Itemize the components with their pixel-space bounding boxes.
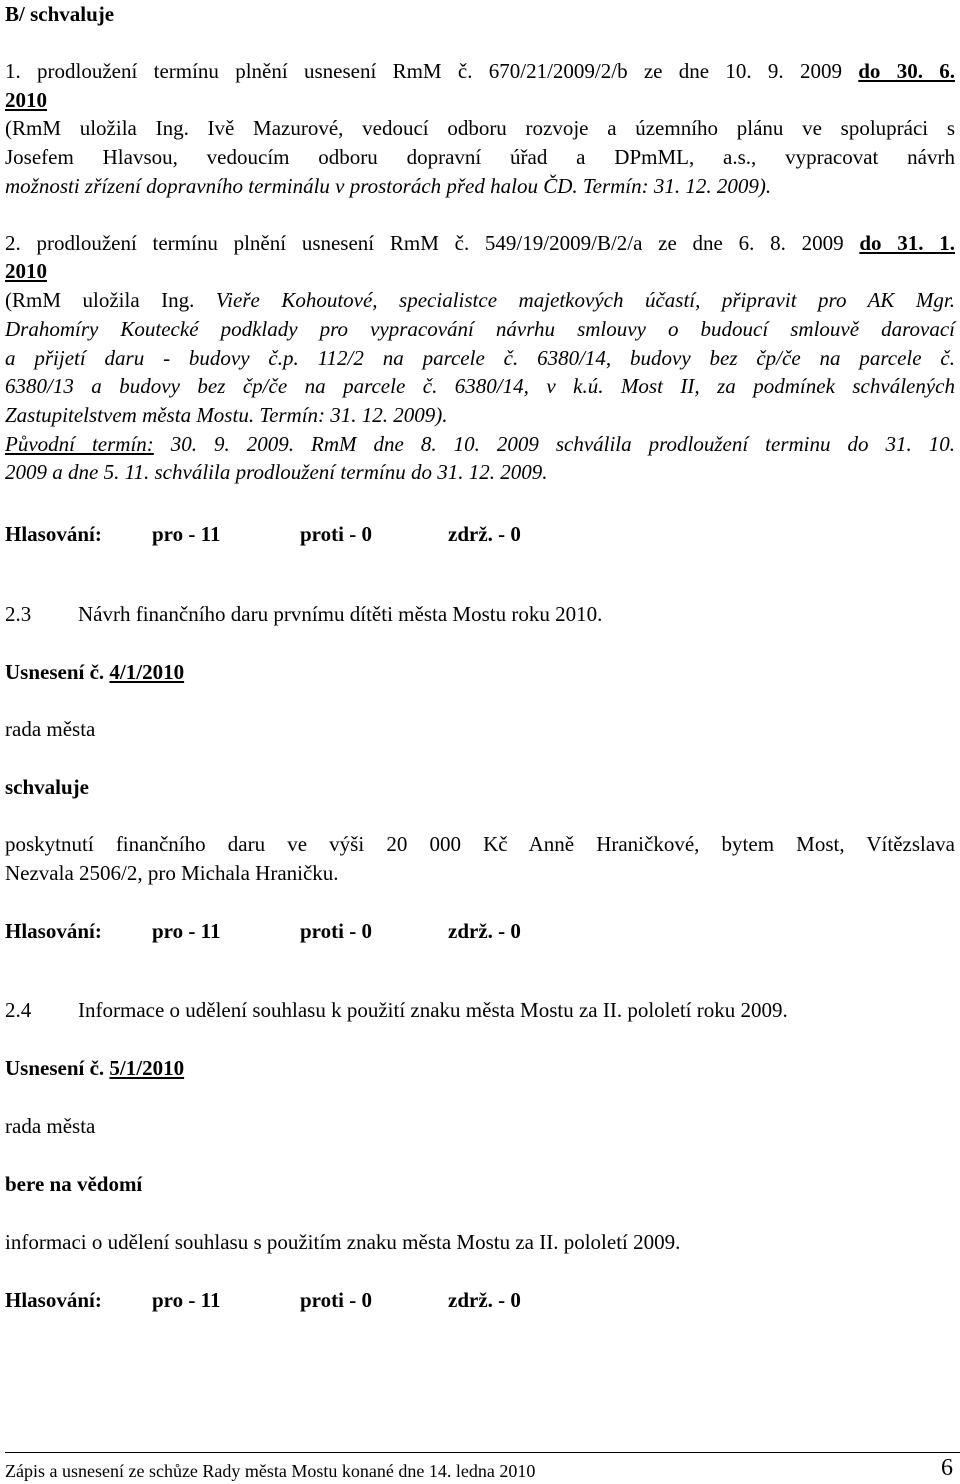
section-heading: B/ schvaluje (5, 2, 115, 26)
item2-line3: (RmM uložila Ing. Vieře Kohoutové, specialistce majetkových účastí, připravit pro AK Mgr. (5, 288, 955, 312)
item1-line1: 1. prodloužení termínu plnění usnesení RmM č. 670/21/2009/2/b ze dne 10. 9. 2009 do 30. 6. (5, 59, 955, 83)
resolution-body: rada města (5, 1114, 96, 1138)
footer-divider (5, 1452, 960, 1453)
original-deadline-label: Původní termín: (5, 432, 154, 456)
resolution-text-line1: poskytnutí finančního daru ve výši 20 000 Kč Anně Hraničkové, bytem Most, Vítězslava (5, 832, 955, 856)
page-number: 6 (941, 1455, 953, 1481)
document-page (5, 0, 955, 1484)
resolution-text-line1: informaci o udělení souhlasu s použitím znaku města Mostu za II. pololetí 2009. (5, 1230, 681, 1254)
item2-line8: Původní termín: 30. 9. 2009. RmM dne 8. 10. 2009 schválila prodloužení terminu do 31. 10. (5, 432, 955, 456)
item2-line5: a přijetí daru - budovy č.p. 112/2 na parcele č. 6380/14, budovy bez čp/če na parcele č. (5, 346, 955, 370)
resolution-number: Usnesení č. 4/1/2010 (5, 660, 185, 684)
vote-result: Hlasování: pro - 11 proti - 0 zdrž. - 0 (5, 1288, 521, 1312)
item2-line1: 2. prodloužení termínu plnění usnesení RmM č. 549/19/2009/B/2/a ze dne 6. 8. 2009 do 31. 1. (5, 231, 956, 255)
resolution-number: Usnesení č. 5/1/2010 (5, 1056, 185, 1080)
item2-line2: 2010 (5, 259, 47, 283)
item1-line4: Josefem Hlavsou, vedoucím odboru dopravní úřad a DPmML, a.s., vypracovat návrh (5, 145, 955, 169)
section-2-3-title: 2.3 Návrh finančního daru prvnímu dítěti města Mostu roku 2010. (5, 602, 603, 626)
vote-result: Hlasování: pro - 11 proti - 0 zdrž. - 0 (5, 919, 521, 943)
footer-text: Zápis a usnesení ze schůze Rady města Mostu konané dne 14. ledna 2010 (5, 1461, 536, 1481)
item2-deadline: do 31. 1. (859, 231, 956, 255)
item1-deadline: do 30. 6. (858, 59, 955, 83)
resolution-text-line2: Nezvala 2506/2, pro Michala Hraničku. (5, 861, 339, 885)
item1-line3: (RmM uložila Ing. Ivě Mazurové, vedoucí odboru rozvoje a územního plánu ve spolupráci s (5, 116, 955, 140)
item1-line2: 2010 (5, 88, 47, 112)
resolution-body: rada města (5, 717, 96, 741)
section-2-4-title: 2.4 Informace o udělení souhlasu k použití znaku města Mostu za II. pololetí roku 2009. (5, 998, 788, 1022)
item1-line5: možnosti zřízení dopravního terminálu v prostorách před halou ČD. Termín: 31. 12. 2009). (5, 174, 772, 198)
item2-line9: 2009 a dne 5. 11. schválila prodloužení termínu do 31. 12. 2009. (5, 460, 548, 484)
vote-result: Hlasování: pro - 11 proti - 0 zdrž. - 0 (5, 522, 521, 546)
item2-line7: Zastupitelstvem města Mostu. Termín: 31. 12. 2009). (5, 403, 448, 427)
resolution-action: schvaluje (5, 775, 89, 799)
item2-line4: Drahomíry Koutecké podklady pro vypracování návrhu smlouvy o budoucí smlouvě darovací (5, 317, 955, 341)
resolution-action: bere na vědomí (5, 1172, 143, 1196)
item2-line6: 6380/13 a budovy bez čp/če na parcele č. 6380/14, v k.ú. Most II, za podmínek schválených (5, 374, 955, 398)
